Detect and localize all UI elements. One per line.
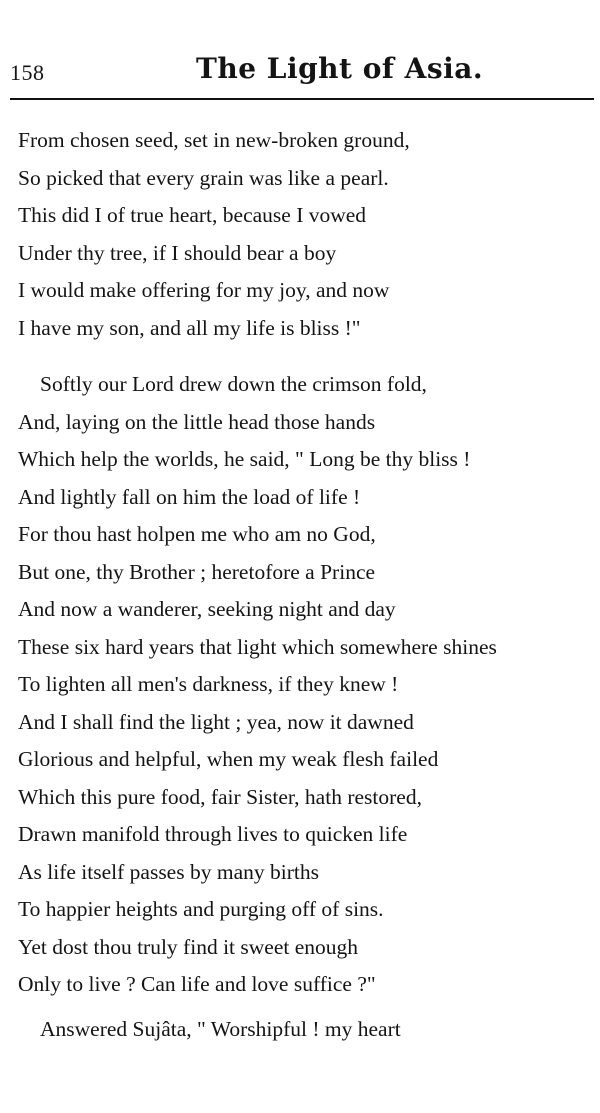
verse-line: From chosen seed, set in new-broken ground, [18, 128, 410, 152]
verse-line: Only to live ? Can life and love suffice ?" [18, 972, 376, 996]
verse-line: Answered Sujâta, " Worshipful ! my heart [40, 1017, 401, 1041]
stanza-1 [18, 122, 600, 347]
verse-line: I would make offering for my joy, and now [18, 278, 390, 302]
header-rule [10, 98, 594, 100]
verse-line: And lightly fall on him the load of life ! [18, 484, 361, 509]
verse-line: Under thy tree, if I should bear a boy [18, 240, 337, 265]
verse-line: To happier heights and purging off of sins. [18, 897, 384, 921]
verse-line: And I shall find the light ; yea, now it dawned [18, 709, 414, 734]
verse-line: Which help the worlds, he said, " Long be thy bliss ! [18, 447, 471, 471]
running-head [10, 52, 588, 94]
verse-line: So picked that every grain was like a pearl. [18, 165, 389, 190]
stanza-2 [18, 366, 600, 1004]
verse-line: As life itself passes by many births [18, 859, 319, 884]
verse-line: But one, thy Brother ; heretofore a Prince [18, 559, 376, 584]
verse-line: Which this pure food, fair Sister, hath restored, [18, 784, 422, 809]
verse-line: This did I of true heart, because I vowed [18, 203, 367, 227]
verse-line: Glorious and helpful, when my weak flesh failed [18, 747, 439, 771]
verse-line: Softly our Lord drew down the crimson fold, [40, 372, 427, 396]
verse-line: And now a wanderer, seeking night and day [18, 597, 396, 621]
verse-line: I have my son, and all my life is bliss !" [18, 315, 361, 340]
verse-line: And, laying on the little head those hands [18, 409, 376, 434]
page-number: 158 [10, 60, 45, 85]
verse-line: Yet dost thou truly find it sweet enough [18, 934, 359, 959]
verse-line: These six hard years that light which somewhere shines [18, 634, 497, 659]
verse-line: Drawn manifold through lives to quicken life [18, 822, 408, 846]
verse-line: For thou hast holpen me who am no God, [18, 522, 376, 546]
stanza-3 [18, 1011, 600, 1049]
verse-line: To lighten all men's darkness, if they knew ! [18, 672, 399, 696]
running-title: The Light of Asia. [196, 52, 484, 85]
